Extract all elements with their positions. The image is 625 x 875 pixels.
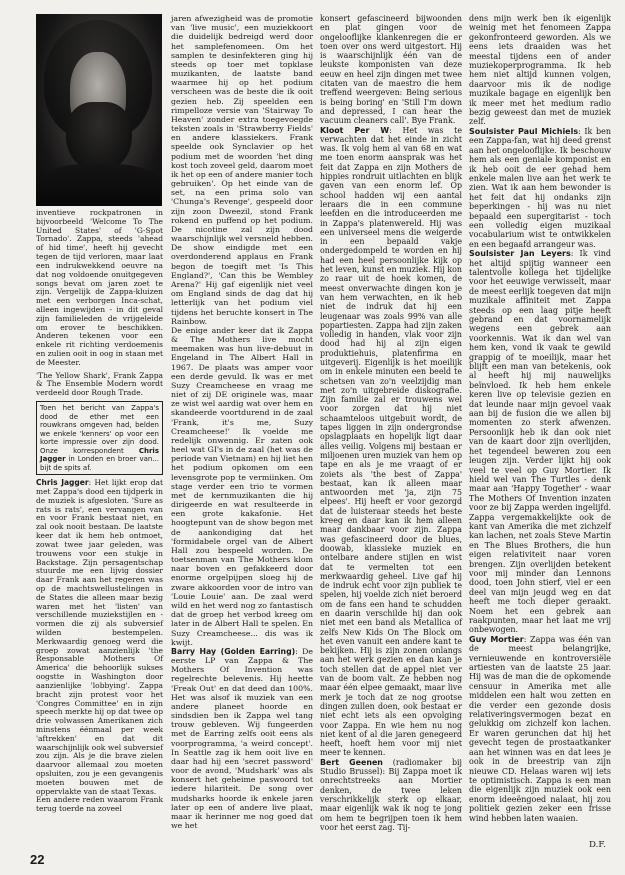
paragraph: jaren afwezigheid was de promotie van 'live music', een muziekkoort die duidelijk bedreigd werd door het samplefenomeen. Om het samplen te desinfekteren ging hij steeds op toer met topklase muzikanten, de laatste band waarmee hij op het podium verscheen was de beste die ik ooit gezien heb. Zij speelden een rimpelloze versie van 'Stairway To Heaven' zonder extra toegevoegde teksten zoals in 'Strawberry Fields' en andere klassiekers. Frank speelde ook Synclavier op het podium met de woorden 'het ding kost toch zoveel geld, daarom moet ik het op een of andere manier toch gebruiken'. Op het einde van de set, na een prima solo van 'Chunga's Revenge', gespeeld door zijn zoon Dweezil, stond Frank rokend en puffend op het podium. De nicotine zal zijn dood waarschijnlijk wel versneld hebben. De show eindigde met een overdonderend applaus en Frank begon de toegift met 'Is This England?', 'Can this be Wembley Arena?' Hij gaf eigenlijk niet veel om England sinds de dag dat hij letterlijk van het podium viel tijdens het beruchte konsert in The Rainbow. — [171, 14, 313, 326]
paragraph: Kloot Per W: Het was te verwachten dat het einde in zicht was. Ik volg hem al van 68 en wat me toen enorm aansprak was het feit dat Zappa en zijn Mothers de hippies rondruit uitlachten en blijk gaven van een enorm lef. Op school hadden wij een aantal leraars die in een commune leefden en die introduceerden me in Zappa's platenwereld. Hij was een universeel mens die weigerde in een bepaald vakje ondergedompeld te worden en hij had een heel persoonlijke kijk op het leven, kunst en muziek. Hij kon zo raar uit de hoek komen, de meest onverwachte dingen kon je van hem verwachten, en ik heb niet de indruk dat hij een leugenaar was zoals 99% van alle popartiesten. Zappa had zijn zaken volledig in handen, vlak voor zijn dood had hij al zijn eigen produktiehuis, platenfirma en uitgeverij. Eigenlijk is het moeilijk om in enkele minuten een beeld te schetsen van zo'n veelzijdig man met zo'n uitgebreide diskografie. Zijn familie zal er trouwens wel voor zorgen dat hij niet schaamteloos uitgebuit wordt, de tapes liggen in zijn ondergrondse opslagplaats en hopelijk ligt daar alles veilig. Volgens mij bestaan er miljoenen uren muziek van hem op tape en als je me vraagt of er zoiets als 'the best of Zappa' bestaat, kan ik alleen maar antwoorden met 'ja, zijn 75 elpees'. Hij heeft er voor gezorgd dat de luisteraar steeds het beste kreeg en daar kan ik hem alleen maar dankbaar voor zijn. Zappa was gefascineerd door de blues, doowab, klassieke muziek en ontelbare andere stijlen en wist dat te vermelten tot een merkwaardig geheel. Live gaf hij de indruk echt voor zijn publiek te spelen, hij voelde zich niet beroerd om de fans een hand te schudden en daarin verschilde hij dan ook niet met een band als Metallica of zelfs New Kids On The Block om het even vanuit een andere kant te bekijken. Hij is zijn zonen onlangs aan het werk gezien en dan kan je toch stellen dat de appel niet ver van de boom valt. Ze hebben nog maar één elpee gemaakt, maar live merk je toch dat ze nog grootse dingen zullen doen, ook bestaat er niet echt iets als een opvolging voor Zappa. En wie hem nu nog niet kent of al die jaren genegeerd heeft, hoeft hem voor mij niet meer te kennen. — [320, 125, 462, 758]
paragraph: Soulsister Paul Michiels: Ik ben een Zappa-fan, wat hij deed grenst aan het ongelooflijke. Ik beschouw hem als een geniale komponist en ik heb ooit de eer gehad hem enkele malen live aan het werk te zien. Wat ik aan hem bewonder is het feit dat hij ondanks zijn beperkingen - hij was nu niet bepaald een supergitarist - toch een volledig eigen muzikaal vocabularium wist te ontwikkelen en een begaafd arrangeur was. — [469, 126, 611, 249]
paragraph: Chris Jagger: Het lijkt erop dat met Zappa's dood een tijdperk in de muziek is afgesloten. 'Sure as rats is rats', een vervangen van en voor Frank bestaat niet, en zal ook nooit bestaan. De laatste keer dat ik hem heb ontmoet, zowat twee jaar geleden, was trouwens voor een stukje in Backstage. Zijn persagentschap stuurde me een lijvig dossier daar Frank aan het regeren was op de machtswellustelingen in de States die alleen maar bezig waren met het 'listen' van verschillende muziekstijlen en -vormen die zij als subversief wilden bestempelen. Merkwaardig genoeg werd die groep zowat aanzienlijk 'the Responsable Mothers Of America' die behoorlijk sukses oogstte in Washington door aanzienlijke 'lobbying'. Zappa bracht zijn protest voor het 'Congres Committee' en in zijn speech merkte hij op dat twee op drie volwassen Amerikanen zich minstens éénmaal per week 'aftrekken' en dat dit waarschijnlijk ook wel subversief zou zijn. Als je die brave zielen daarvoor allemaal zou moeten opsluiten, zou je een gevangenis moeten bouwen met de oppervlakte van de staat Texas. — [36, 478, 163, 796]
paragraph: 'The Yellow Shark', Frank Zappa & The Ensemble Modern wordt verdeeld door Rough Trade. — [36, 370, 163, 398]
page-number: 22 — [30, 852, 45, 867]
column-2 — [171, 14, 313, 830]
paragraph: Barry Hay (Golden Earring): De eerste LP van Zappa & The Mothers Of Invention was regelrechte belevenis. Hij heette 'Freak Out' en dat deed dan 100%. Het was alsof ik muziek van een andere planeet hoorde en sindsdien ben ik Zappa wel tang trouw gebleven. Wij fungeerden met de Earring zelfs ooit eens als voorprogramma, 'a weird concept'. In Seattle zag ik hem ooit live en daar had hij een 'secret password' voor de avond, 'Mudshark' was als konsert het geheime paswoord tot iedere hilariteit. De song over mudsharks hoorde ik enkele jaren later op een of andere live plaat, maar ik herinner me nog goed dat we het — [171, 646, 313, 831]
paragraph: konsert gefascineerd bijwoonden en plat gingen voor de ongelooflijke klankenregen die er toen over ons werd uitgestort. Hij is waarschijnlijk één van de leukste komponisten van deze eeuw en heel zijn dingen met twee citaten van de maestro die hem treffend weergeven: Being serious is being boring' en 'Still I'm down and depressed, I can hear the vacuum cleaners call'. Bye Frank. — [320, 14, 462, 126]
portrait-photo — [36, 14, 162, 206]
paragraph: Een andere reden waarom Frank terug toerde na zoveel — [36, 795, 163, 814]
paragraph: Bert Geenen (radiomaker bij Studio Brussel): Bij Zappa moet ik onrechtstreeks aan Mortier denken, de twee leken verschrikkelijk sterk op elkaar, maar eigenlijk wak ik nog te jong om hem te begrijpen toen ik hem voor het eerst zag. Tij- — [320, 757, 462, 832]
paragraph: dens mijn werk ben ik eigenlijk weinig met het fenomeen Zappa gekonfronteerd geworden. Als we eens iets draaiden was het meestal tijdens een of ander muziekoperprogramma. Ik heb hem niet altijd kunnen volgen, daarvoor mis ik de nodige muzikale bagage en eigenlijk ben ik meer met het medium radio bezig geweest dan met de muziek zelf. — [469, 14, 611, 127]
intro-box: Toen het bericht van Zappa's dood de ether met een rouwkrans omgeven had, belden we enkele 'kenners' op voor een korte impressie over zijn dood. Onze korrespondent Chris Jagger in Londen en broer van... bijt de spits af. — [36, 401, 163, 475]
author-initials: D.F. — [589, 840, 606, 850]
paragraph: Soulsister Jan Leyers: Ik vind het altijd spijtig wanneer een talentvolle kollega het tijdelijke voor het eeuwige verwisselt, maar de meest eerlijk toegeven dat mijn muzikale affiniteit met Zappa steeds op een laag pitje heeft gebrand en dat voornamelijk wegens een gebrek aan voorkennis. Wat ik dan wel van hem ken, vond ik vaak te gewild grappig of te moeilijk, maar het blijft een man van betekenis, ook al heeft hij mij nauwelijks beïnvloed. Ik heb hem enkele keren live op televisie gezien en dat leunde naar mijn gevoel vaak aan bij de fusion die we allen bij momenten zo sterk afwenzen. Persoonlijk heb ik dan ook niet van de kaart door zijn overlijden, het tegendeel beweren zou een leugen zijn. Verder lijkt hij ook veel te veel op Guy Mortier. Ik hield wel van The Turtles - denk maar aan 'Happy Together' - waar The Mothers Of Invention inzaten voor ze bij Zappa werden ingelijfd. Zappa vergemakkelijkte ook de kant van Amerika die met zichzelf kan lachen, net zoals Steve Martin en The Blues Brothers, die hun eigen relativiteit naar voren brengen. Zijn overlijden betekent voor mij minder dan Lennons dood, toen John stierf, viel er een deel van mijn jeugd weg en dat heeft me toch dieper geraakt. Noem het een gebrek aan raakpunten, maar het laat me vrij onbewogen. — [469, 249, 611, 635]
column-3 — [320, 14, 462, 832]
paragraph: De enige ander keer dat ik Zappa & The Mothers live mocht meemaken was hun live-debuut in Engeland in The Albert Hall in 1967. De plaats was amper voor een derde gevuld. Ik was er met Suzy Creamcheese en vraag me niet of zij DE originele was, maar ze wist wel aardig wat over hem en skandeerde voortdurend in de zaal 'Frank, it's me, Suzy Creamcheese!' Ik voelde me redelijk onwennig. Er zaten ook heel wat GI's in de zaal (het was de periode van Vietnam) en hij liet hen het podium opkomen om een levensgrote pop te vermiinken. Om stage verder een trio te vormen met de kernmuzikanten die hij dirigeerde en wat resulteerde in een grote kakafonie. Het hoogtepunt van de show begon met de aankondiging dat het 'formidabele orgel van de Albert Hall zou bespeeld worden. De toetsenman van The Mothers klom naar boven en gefakkeerd door enorme orgelpijpen sloeg hij de zware akkoorden voor de intro van 'Louie Louie' aan. De zaal werd wild en het werd nog zo fantastisch dat de groep het verbod kreeg om later in de Albert Hall te spelen. En Suzy Creamcheese... dis was ik kwijt. — [171, 325, 313, 647]
paragraph: Guy Mortier: Zappa was één van de meest belangrijke, vernieuwende en kontroversiële artiesten van de laatste 25 jaar. Hij was de man die de opkomende censuur in Amerika met alle middelen een halt wou zetten en die verder een gezonde dosis relativeringsvermogen bezat en gelukkig om zichzelf kon lachen. Er waren gerunchen dat hij het gevecht tegen de prostaatkanker aan het winnen was en dat lees je ook in de breestrip van zijn nieuwe CD. Helaas waren wij iets te optimistisch. Zappa is een man die eigenlijk zijn muziek ook een enorm ideeëngoed nalaat, hij zou politiek gezien zeker een frisse wind hebben laten waaien. — [469, 634, 611, 823]
column-4 — [469, 14, 611, 823]
paragraph: inventieve rockpatronen in bijvoorbeeld 'Welcome To The United States' of 'G-Spot Tornado'. Zappa, steeds 'ahead of hid time', heeft hij gevecht tegen de tijd verloren, maar laat een indrukwekkend oeuvre na dat nog voldoende onuitgegeven songs bevat om jaren zoet te zijn. Vergelijk de Zappa-kluizen met een verborgen Inca-schat, alleen ingewijden - in dit geval zijn familieleden de vrijgeleide om erover te beschikken. Anderen tekenen voor een enkele rit richting verdoemenis en zulien ooit in oog in staan met de Meester. — [36, 208, 163, 367]
